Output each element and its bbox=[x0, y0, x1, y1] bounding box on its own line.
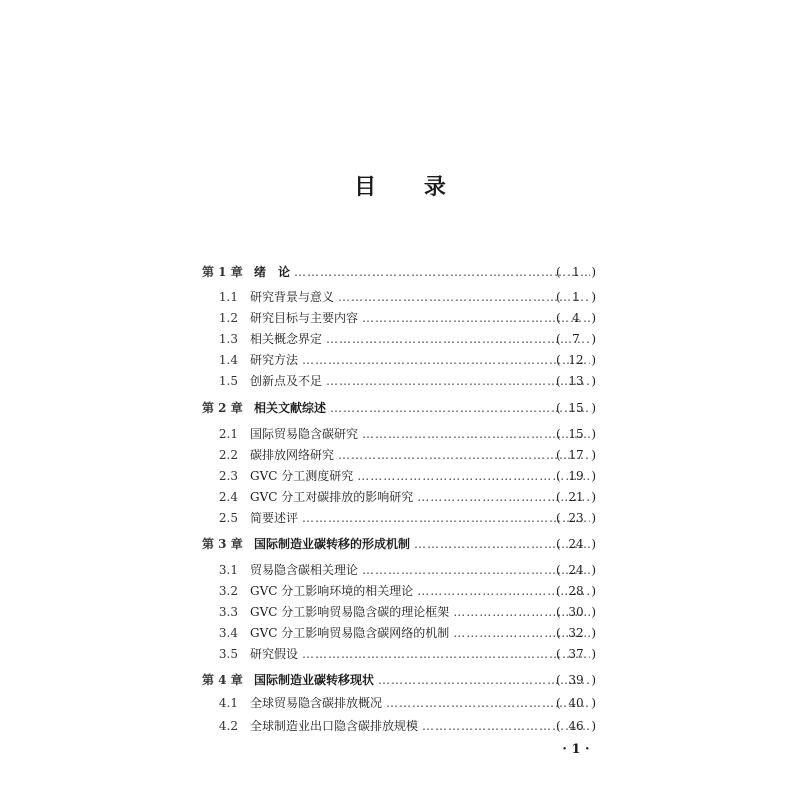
toc-section-row: 2.1 国际贸易隐含碳研究 ………………………………………………………………………………………………………………………………………………………… ( 15 ) bbox=[0, 424, 800, 444]
toc-page-number: 46 bbox=[568, 719, 584, 733]
toc-entry-number: 4.2 bbox=[218, 719, 238, 733]
toc-entry-title: 全球贸易隐含碳排放概况 bbox=[250, 696, 383, 710]
toc-entry-title: 简要述评 bbox=[250, 511, 299, 525]
dot-leader bbox=[302, 644, 590, 664]
toc-entry-number: 4.1 bbox=[218, 696, 238, 710]
toc-section-row: 1.3 相关概念界定 ………………………………………………………………………………………………………………………………………………………… ( 7 ) bbox=[0, 329, 800, 349]
toc-entry-title: GVC 分工影响贸易隐含碳的理论框架 bbox=[250, 605, 450, 619]
toc-entry-number: 2.5 bbox=[218, 511, 238, 525]
toc-page-number: 17 bbox=[568, 448, 584, 462]
toc-entry-title: GVC 分工影响环境的相关理论 bbox=[250, 584, 414, 598]
toc-section-row: 1.1 研究背景与意义 ………………………………………………………………………………………………………………………………………………………… ( 1 ) bbox=[0, 287, 800, 307]
toc-page-number: 7 bbox=[572, 332, 580, 346]
toc-page-number: 39 bbox=[568, 673, 584, 687]
toc-section-row: 1.2 研究目标与主要内容 ………………………………………………………………………………………………………………………………………………………… ( 4 ) bbox=[0, 308, 800, 328]
toc-entry-title: 相关文献综述 bbox=[254, 401, 327, 415]
toc-chapter-row: 第 1 章 绪 论 ………………………………………………………………………………………………………………………………………………………… ( 1 ) bbox=[0, 262, 800, 282]
dot-leader bbox=[302, 508, 590, 528]
toc-entry-number: 1.5 bbox=[218, 374, 238, 388]
toc-entry-title: 国际制造业碳转移现状 bbox=[254, 673, 375, 687]
dot-leader bbox=[338, 445, 590, 465]
toc-page-number: 1 bbox=[572, 265, 580, 279]
toc-page-number: 15 bbox=[568, 427, 584, 441]
toc-entry-number: 3.2 bbox=[218, 584, 238, 598]
toc-entry-title: GVC 分工测度研究 bbox=[250, 469, 354, 483]
toc-entry-title: 贸易隐含碳相关理论 bbox=[250, 563, 359, 577]
toc-entry-number: 3.3 bbox=[218, 605, 238, 619]
toc-page-number: 1 bbox=[572, 290, 580, 304]
page-title: 目 录 bbox=[354, 175, 466, 200]
toc-section-row: 3.2 GVC 分工影响环境的相关理论 ………………………………………………………………………………………………………………………………………………………… ( 28 ) bbox=[0, 581, 800, 601]
toc-section-row: 3.4 GVC 分工影响贸易隐含碳网络的机制 ………………………………………………………………………………………………………………………………………………………… ( 32 ) bbox=[0, 623, 800, 643]
dot-leader bbox=[302, 350, 590, 370]
toc-entry-title: GVC 分工影响贸易隐含碳网络的机制 bbox=[250, 626, 450, 640]
page-folio: · 1 · bbox=[562, 742, 590, 757]
toc-page-number: 12 bbox=[568, 353, 584, 367]
toc-page-number: 40 bbox=[568, 696, 584, 710]
toc-chapter-row: 第 4 章 国际制造业碳转移现状 ………………………………………………………………………………………………………………………………………………………… ( 39 ) bbox=[0, 670, 800, 690]
toc-entry-title: 国际贸易隐含碳研究 bbox=[250, 427, 359, 441]
toc-section-row: 4.2 全球制造业出口隐含碳排放规模 ………………………………………………………………………………………………………………………………………………………… ( 46 ) bbox=[0, 716, 800, 736]
toc-chapter-row: 第 3 章 国际制造业碳转移的形成机制 ………………………………………………………………………………………………………………………………………………………… ( 24 ) bbox=[0, 534, 800, 554]
toc-page-number: 30 bbox=[568, 605, 584, 619]
toc-page-number: 24 bbox=[568, 537, 584, 551]
dot-leader bbox=[326, 371, 590, 391]
toc-entry-title: 创新点及不足 bbox=[250, 374, 323, 388]
toc-entry-number: 1.2 bbox=[218, 311, 238, 325]
toc-section-row: 3.3 GVC 分工影响贸易隐含碳的理论框架 ………………………………………………………………………………………………………………………………………………………… ( 30 ) bbox=[0, 602, 800, 622]
toc-page-number: 4 bbox=[572, 311, 580, 325]
toc-entry-number: 2.4 bbox=[218, 490, 238, 504]
dot-leader bbox=[338, 287, 590, 307]
toc-section-row: 2.5 简要述评 ………………………………………………………………………………………………………………………………………………………… ( 23 ) bbox=[0, 508, 800, 528]
toc-entry-number: 1.4 bbox=[218, 353, 238, 367]
toc-section-row: 2.4 GVC 分工对碳排放的影响研究 ………………………………………………………………………………………………………………………………………………………… ( 21 ) bbox=[0, 487, 800, 507]
toc-page-number: 24 bbox=[568, 563, 584, 577]
toc-entry-number: 第 3 章 bbox=[202, 537, 243, 551]
toc-page-number: 37 bbox=[568, 647, 584, 661]
toc-entry-number: 2.2 bbox=[218, 448, 238, 462]
toc-entry-title: 相关概念界定 bbox=[250, 332, 323, 346]
toc-page-number: 21 bbox=[568, 490, 584, 504]
toc-entry-number: 2.1 bbox=[218, 427, 238, 441]
toc-chapter-row: 第 2 章 相关文献综述 ………………………………………………………………………………………………………………………………………………………… ( 15 ) bbox=[0, 398, 800, 418]
toc-page-number: 28 bbox=[568, 584, 584, 598]
toc-section-row: 2.3 GVC 分工测度研究 ………………………………………………………………………………………………………………………………………………………… ( 19 ) bbox=[0, 466, 800, 486]
toc-section-row: 3.1 贸易隐含碳相关理论 ………………………………………………………………………………………………………………………………………………………… ( 24 ) bbox=[0, 560, 800, 580]
toc-page-number: 13 bbox=[568, 374, 584, 388]
toc-entry-number: 第 4 章 bbox=[202, 673, 243, 687]
toc-entry-number: 第 1 章 bbox=[202, 265, 243, 279]
toc-entry-title: 研究目标与主要内容 bbox=[250, 311, 359, 325]
toc-entry-title: 绪 论 bbox=[254, 265, 291, 279]
dot-leader bbox=[326, 329, 590, 349]
toc-entry-number: 2.3 bbox=[218, 469, 238, 483]
toc-entry-title: 碳排放网络研究 bbox=[250, 448, 335, 462]
toc-section-row: 3.5 研究假设 ………………………………………………………………………………………………………………………………………………………… ( 37 ) bbox=[0, 644, 800, 664]
toc-page-number: 23 bbox=[568, 511, 584, 525]
toc-entry-number: 3.1 bbox=[218, 563, 238, 577]
dot-leader bbox=[294, 262, 590, 282]
toc-entry-title: 研究假设 bbox=[250, 647, 299, 661]
toc-entry-number: 3.4 bbox=[218, 626, 238, 640]
toc-entry-number: 3.5 bbox=[218, 647, 238, 661]
toc-entry-number: 1.3 bbox=[218, 332, 238, 346]
toc-entry-title: 研究背景与意义 bbox=[250, 290, 335, 304]
toc-entry-number: 1.1 bbox=[218, 290, 238, 304]
toc-page-number: 15 bbox=[568, 401, 584, 415]
toc-entry-title: 研究方法 bbox=[250, 353, 299, 367]
toc-page-number: 19 bbox=[568, 469, 584, 483]
toc-section-row: 2.2 碳排放网络研究 ………………………………………………………………………………………………………………………………………………………… ( 17 ) bbox=[0, 445, 800, 465]
toc-entry-title: 全球制造业出口隐含碳排放规模 bbox=[250, 719, 419, 733]
toc-entry-number: 第 2 章 bbox=[202, 401, 243, 415]
toc-entry-title: 国际制造业碳转移的形成机制 bbox=[254, 537, 411, 551]
dot-leader bbox=[330, 398, 590, 418]
toc-page-number: 32 bbox=[568, 626, 584, 640]
toc-section-row: 1.5 创新点及不足 ………………………………………………………………………………………………………………………………………………………… ( 13 ) bbox=[0, 371, 800, 391]
toc-section-row: 1.4 研究方法 ………………………………………………………………………………………………………………………………………………………… ( 12 ) bbox=[0, 350, 800, 370]
toc-section-row: 4.1 全球贸易隐含碳排放概况 ………………………………………………………………………………………………………………………………………………………… ( 40 ) bbox=[0, 693, 800, 713]
toc-entry-title: GVC 分工对碳排放的影响研究 bbox=[250, 490, 414, 504]
